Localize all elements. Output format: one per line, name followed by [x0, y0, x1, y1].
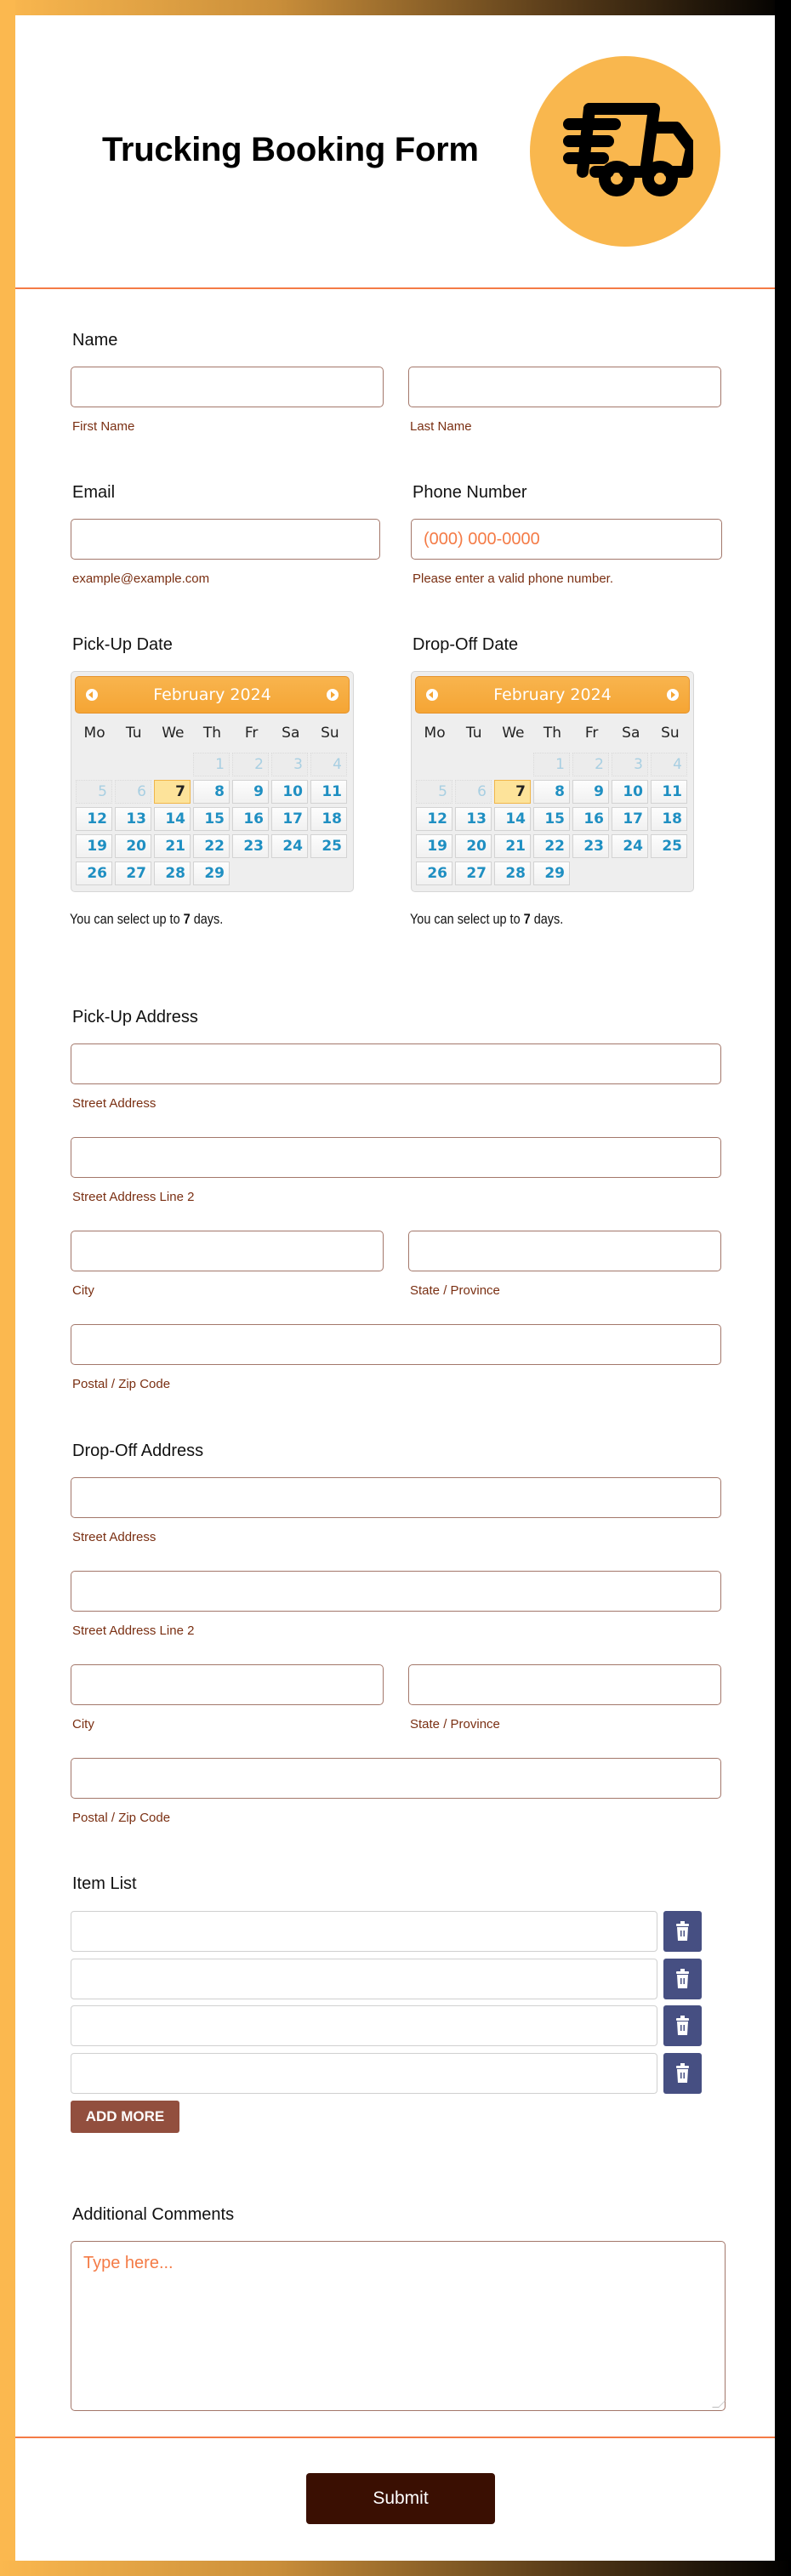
note-text: days.: [530, 911, 564, 927]
weekday: We: [162, 725, 185, 742]
form-header: [15, 15, 775, 289]
chevron-right-icon[interactable]: [667, 689, 679, 701]
pickup-address-label: Pick-Up Address: [72, 1008, 198, 1026]
calendar-day[interactable]: 12: [76, 807, 112, 831]
frame-left-band: [0, 0, 15, 2576]
calendar-day: 4: [651, 753, 687, 776]
email-label: Email: [72, 483, 116, 502]
calendar-day[interactable]: 20: [455, 834, 492, 858]
pickup-state-sublabel: State / Province: [410, 1283, 500, 1298]
calendar-day[interactable]: 15: [533, 807, 570, 831]
calendar-day[interactable]: 10: [612, 780, 648, 804]
pickup-state-input[interactable]: [408, 1231, 721, 1271]
calendar-day: 3: [271, 753, 308, 776]
resize-handle[interactable]: [712, 2401, 726, 2408]
comments-label: Additional Comments: [72, 2205, 235, 2224]
frame-top-band: [0, 0, 791, 15]
trash-icon: [675, 2016, 690, 2036]
form-title: Trucking Booking Form: [102, 131, 479, 168]
calendar-day: 1: [533, 753, 570, 776]
calendar-day[interactable]: 27: [115, 862, 151, 885]
item-input[interactable]: [71, 2005, 657, 2046]
weekday: Fr: [584, 725, 599, 742]
pickup-street2-sublabel: Street Address Line 2: [72, 1190, 195, 1204]
form-card: [15, 15, 775, 2561]
calendar-day: 4: [310, 753, 347, 776]
pickup-postal-sublabel: Postal / Zip Code: [72, 1377, 171, 1391]
calendar-day[interactable]: 15: [193, 807, 230, 831]
submit-button[interactable]: Submit: [306, 2473, 495, 2524]
email-input[interactable]: [71, 519, 380, 560]
dropoff-street-input[interactable]: [71, 1477, 721, 1518]
item-input[interactable]: [71, 1911, 657, 1952]
add-more-button[interactable]: ADD MORE: [71, 2101, 179, 2133]
dropoff-street2-input[interactable]: [71, 1571, 721, 1612]
calendar-day[interactable]: 19: [76, 834, 112, 858]
calendar-day[interactable]: 20: [115, 834, 151, 858]
calendar-day[interactable]: 16: [232, 807, 269, 831]
calendar-day[interactable]: 28: [494, 862, 531, 885]
calendar-day[interactable]: 29: [193, 862, 230, 885]
weekday: Mo: [424, 725, 446, 742]
dropoff-city-input[interactable]: [71, 1664, 384, 1705]
weekday: We: [502, 725, 525, 742]
first-name-input[interactable]: [71, 367, 384, 407]
calendar-days-grid: [76, 753, 350, 885]
weekday-header: [75, 725, 350, 742]
calendar-day: 6: [115, 780, 151, 804]
calendar-day[interactable]: 29: [533, 862, 570, 885]
pickup-calendar: [71, 671, 354, 892]
calendar-blank-cell: [76, 753, 112, 776]
calendar-day[interactable]: 14: [154, 807, 191, 831]
logo: [530, 56, 720, 247]
dropoff-street-sublabel: Street Address: [72, 1530, 156, 1544]
dropoff-street2-sublabel: Street Address Line 2: [72, 1624, 195, 1638]
pickup-street-sublabel: Street Address: [72, 1096, 156, 1111]
footer-divider: [15, 2437, 775, 2438]
phone-placeholder: (000) 000-0000: [424, 530, 540, 549]
first-name-sublabel: First Name: [72, 419, 135, 434]
calendar-day: 2: [232, 753, 269, 776]
pickup-postal-input[interactable]: [71, 1324, 721, 1365]
note-text: days.: [190, 911, 224, 927]
dropoff-calendar: [411, 671, 694, 892]
note-count: 7: [183, 911, 191, 927]
dropoff-address-label: Drop-Off Address: [72, 1442, 204, 1460]
pickup-date-note: [70, 911, 223, 928]
note-count: 7: [523, 911, 531, 927]
calendar-day[interactable]: 28: [154, 862, 191, 885]
frame-bottom-band: [0, 2561, 791, 2576]
item-input[interactable]: [71, 1959, 657, 1999]
comments-placeholder: Type here...: [83, 2254, 174, 2272]
calendar-day[interactable]: 11: [651, 780, 687, 804]
phone-label: Phone Number: [413, 483, 527, 502]
calendar-day-today[interactable]: 7: [154, 780, 191, 804]
calendar-day[interactable]: 23: [232, 834, 269, 858]
calendar-days-grid: [416, 753, 691, 885]
last-name-input[interactable]: [408, 367, 721, 407]
calendar-day[interactable]: 27: [455, 862, 492, 885]
frame-right-band: [775, 0, 791, 2576]
weekday-header: [415, 725, 690, 742]
trash-icon: [675, 1969, 690, 1989]
calendar-day-today[interactable]: 7: [494, 780, 531, 804]
calendar-day[interactable]: 25: [310, 834, 347, 858]
truck-icon: [557, 90, 693, 209]
dropoff-date-label: Drop-Off Date: [413, 635, 519, 654]
weekday: Sa: [622, 725, 640, 742]
calendar-day[interactable]: 22: [533, 834, 570, 858]
weekday: Su: [321, 725, 339, 742]
calendar-day[interactable]: 8: [533, 780, 570, 804]
calendar-day[interactable]: 21: [494, 834, 531, 858]
dropoff-state-input[interactable]: [408, 1664, 721, 1705]
weekday: Fr: [244, 725, 259, 742]
weekday: Mo: [83, 725, 105, 742]
weekday: Tu: [465, 725, 482, 742]
note-text: You can select up to: [410, 911, 524, 927]
calendar-day[interactable]: 9: [232, 780, 269, 804]
calendar-day: 5: [76, 780, 112, 804]
calendar-day[interactable]: 17: [271, 807, 308, 831]
calendar-day[interactable]: 10: [271, 780, 308, 804]
calendar-day[interactable]: 13: [455, 807, 492, 831]
calendar-day[interactable]: 8: [193, 780, 230, 804]
calendar-day[interactable]: 25: [651, 834, 687, 858]
trash-icon: [675, 2063, 690, 2084]
calendar-day[interactable]: 19: [416, 834, 452, 858]
delete-item-button[interactable]: [663, 2005, 702, 2046]
trash-icon: [675, 1921, 690, 1942]
dropoff-postal-input[interactable]: [71, 1758, 721, 1799]
weekday: Th: [543, 725, 562, 742]
delete-item-button[interactable]: [663, 1911, 702, 1952]
calendar-day[interactable]: 24: [271, 834, 308, 858]
calendar-day[interactable]: 16: [572, 807, 609, 831]
calendar-day: 3: [612, 753, 648, 776]
item-list-label: Item List: [72, 1874, 137, 1893]
phone-sublabel: Please enter a valid phone number.: [413, 571, 613, 586]
weekday: Tu: [125, 725, 142, 742]
dropoff-city-sublabel: City: [72, 1717, 94, 1732]
calendar-day[interactable]: 24: [612, 834, 648, 858]
calendar-day[interactable]: 12: [416, 807, 452, 831]
calendar-blank-cell: [494, 753, 531, 776]
weekday: Th: [202, 725, 222, 742]
calendar-blank-cell: [416, 753, 452, 776]
comments-textarea[interactable]: [71, 2241, 726, 2411]
calendar-day[interactable]: 17: [612, 807, 648, 831]
calendar-header: [75, 676, 350, 714]
calendar-month-title: February 2024: [153, 685, 271, 704]
dropoff-state-sublabel: State / Province: [410, 1717, 500, 1732]
calendar-day[interactable]: 11: [310, 780, 347, 804]
calendar-day: 5: [416, 780, 452, 804]
note-text: You can select up to: [70, 911, 184, 927]
calendar-day[interactable]: 21: [154, 834, 191, 858]
calendar-day[interactable]: 26: [76, 862, 112, 885]
calendar-day[interactable]: 9: [572, 780, 609, 804]
item-input[interactable]: [71, 2053, 657, 2094]
calendar-day: 6: [455, 780, 492, 804]
calendar-day: 1: [193, 753, 230, 776]
name-label: Name: [72, 331, 118, 350]
pickup-street-input[interactable]: [71, 1043, 721, 1084]
calendar-day[interactable]: 14: [494, 807, 531, 831]
calendar-day: 2: [572, 753, 609, 776]
calendar-day[interactable]: 22: [193, 834, 230, 858]
calendar-blank-cell: [154, 753, 191, 776]
pickup-date-label: Pick-Up Date: [72, 635, 173, 654]
calendar-day[interactable]: 23: [572, 834, 609, 858]
calendar-header: [415, 676, 690, 714]
weekday: Sa: [282, 725, 300, 742]
calendar-blank-cell: [455, 753, 492, 776]
phone-input[interactable]: [411, 519, 722, 560]
delete-item-button[interactable]: [663, 1959, 702, 1999]
calendar-day[interactable]: 18: [651, 807, 687, 831]
pickup-city-sublabel: City: [72, 1283, 94, 1298]
chevron-right-icon[interactable]: [327, 689, 339, 701]
calendar-day[interactable]: 18: [310, 807, 347, 831]
dropoff-postal-sublabel: Postal / Zip Code: [72, 1811, 171, 1825]
pickup-street2-input[interactable]: [71, 1137, 721, 1178]
pickup-city-input[interactable]: [71, 1231, 384, 1271]
weekday: Su: [661, 725, 680, 742]
calendar-day[interactable]: 26: [416, 862, 452, 885]
dropoff-date-note: [410, 911, 563, 928]
calendar-blank-cell: [115, 753, 151, 776]
email-sublabel: example@example.com: [72, 571, 210, 586]
last-name-sublabel: Last Name: [410, 419, 472, 434]
delete-item-button[interactable]: [663, 2053, 702, 2094]
calendar-month-title: February 2024: [493, 685, 612, 704]
calendar-day[interactable]: 13: [115, 807, 151, 831]
